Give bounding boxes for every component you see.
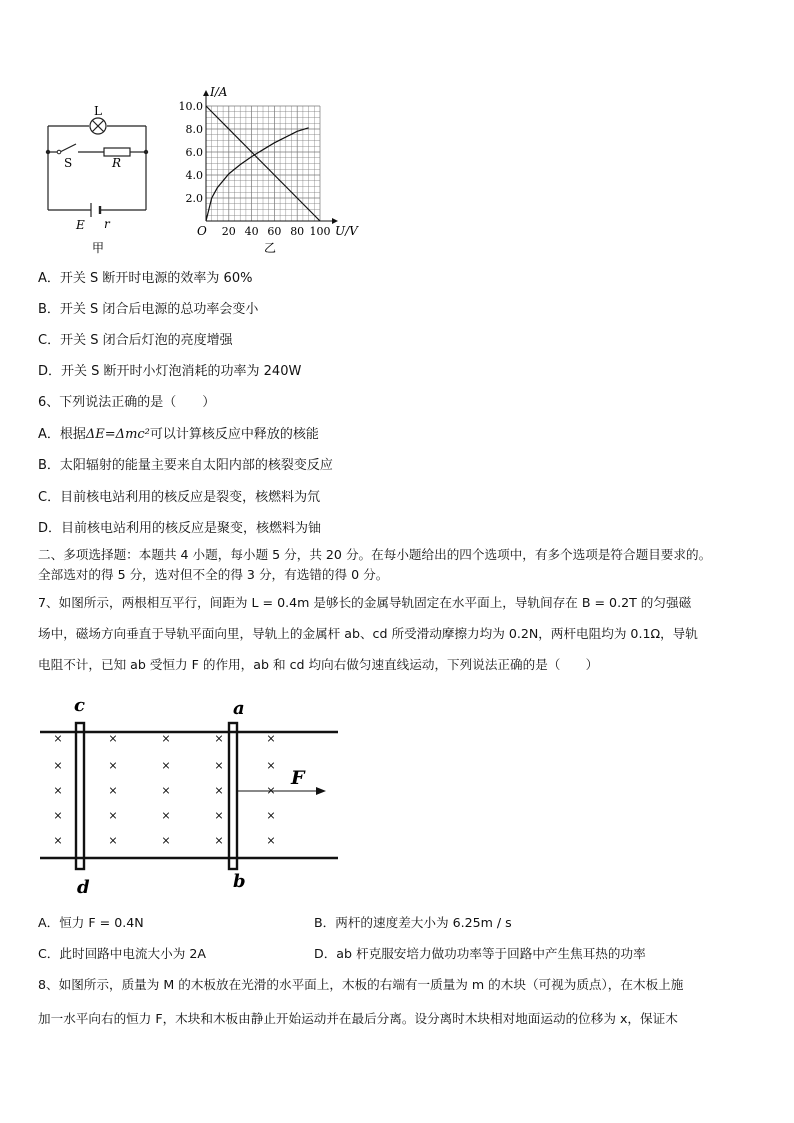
magnetic-field-mark: × — [161, 732, 171, 745]
q6-option-d: D．目前核电站利用的核反应是聚变，核燃料为铀 — [38, 521, 322, 536]
x-tick-label: 80 — [290, 225, 305, 238]
magnetic-field-mark: × — [161, 834, 171, 847]
internal-r-label: r — [104, 217, 110, 231]
q6-option-c: C．目前核电站利用的核反应是裂变，核燃料为氘 — [38, 490, 321, 505]
magnetic-field-mark: × — [161, 784, 171, 797]
q7-stem-line2: 场中，磁场方向垂直于导轨平面向里，导轨上的金属杆 ab、cd 所受滑动摩擦力均为 0.2N，两杆电阻均为 0.1Ω，导轨 — [38, 626, 698, 641]
q6-stem: 6、下列说法正确的是（ ） — [38, 395, 216, 410]
label-b: b — [233, 871, 246, 892]
q7-option-a: A．恒力 F = 0.4N — [38, 915, 144, 930]
q7-stem-line3: 电阻不计，已知 ab 受恒力 F 的作用，ab 和 cd 均向右做匀速直线运动，下列说法正确的是（ ） — [38, 657, 599, 672]
magnetic-field-mark: × — [266, 784, 276, 797]
x-tick-label: 40 — [244, 225, 259, 238]
magnetic-field-mark: × — [108, 784, 118, 797]
magnetic-field-mark: × — [108, 809, 118, 822]
label-a: a — [233, 698, 245, 719]
magnetic-field-mark: × — [214, 784, 224, 797]
magnetic-field-mark: × — [161, 809, 171, 822]
label-d: d — [77, 877, 90, 898]
magnetic-field-mark: × — [53, 784, 63, 797]
q5-option-c: C．开关 S 闭合后灯泡的亮度增强 — [38, 333, 233, 348]
q5-option-d: D．开关 S 断开时小灯泡消耗的功率为 240W — [38, 364, 302, 379]
rod-cd — [76, 723, 84, 869]
section2-line1: 二、多项选择题：本题共 4 小题，每小题 5 分，共 20 分。在每小题给出的四个选项中，有多个选项是符合题目要求的。 — [38, 547, 712, 562]
magnetic-field-mark: × — [53, 759, 63, 772]
q8-stem-line1: 8、如图所示，质量为 M 的木板放在光滑的水平面上，木板的右端有一质量为 m 的木块（可视为质点），在木板上施 — [38, 977, 684, 992]
y-axis-arrow — [203, 90, 209, 96]
q6-option-b: B．太阳辐射的能量主要来自太阳内部的核裂变反应 — [38, 458, 333, 473]
magnetic-field-mark: × — [161, 759, 171, 772]
magnetic-field-mark: × — [53, 834, 63, 847]
chart-y-axis-label: I/A — [210, 86, 228, 99]
emf-label: E — [76, 218, 85, 232]
magnetic-field-mark: × — [214, 809, 224, 822]
magnetic-field-mark: × — [266, 732, 276, 745]
q7-stem-line1: 7、如图所示，两根相互平行，间距为 L = 0.4m 是够长的金属导轨固定在水平面上，导轨间存在 B = 0.2T 的匀强磁 — [38, 595, 692, 610]
q7-option-d: D．ab 杆克服安培力做功功率等于回路中产生焦耳热的功率 — [314, 946, 646, 961]
magnetic-field-mark: × — [53, 809, 63, 822]
x-tick-label: 100 — [309, 225, 331, 238]
caption-jia: 甲 — [92, 241, 105, 255]
y-tick-label: 8.0 — [185, 123, 203, 136]
q5-option-b: B．开关 S 闭合后电源的总功率会变小 — [38, 302, 259, 317]
chart-origin-label: O — [197, 224, 207, 238]
y-tick-label: 4.0 — [185, 169, 203, 182]
q7-option-c: C．此时回路中电流大小为 2A — [38, 946, 206, 961]
magnetic-field-mark: × — [108, 732, 118, 745]
section2-line2: 全部选对的得 5 分，选对但不全的得 3 分，有选错的得 0 分。 — [38, 567, 389, 582]
magnetic-field-mark: × — [214, 759, 224, 772]
chart-x-axis-label: U/V — [335, 224, 358, 238]
magnetic-field-mark: × — [266, 759, 276, 772]
magnetic-field-mark: × — [108, 834, 118, 847]
q8-stem-line2: 加一水平向右的恒力 F，木块和木板由静止开始运动并在最后分离。设分离时木块相对地面运动的位移为 x，保证木 — [38, 1011, 678, 1026]
label-c: c — [74, 695, 85, 716]
x-tick-label: 60 — [267, 225, 282, 238]
q6-option-a: A．根据ΔE=Δmc²可以计算核反应中释放的核能 — [38, 427, 319, 442]
magnetic-field-mark: × — [266, 834, 276, 847]
caption-yi: 乙 — [264, 241, 277, 255]
rod-ab — [229, 723, 237, 869]
magnetic-field-mark: × — [266, 809, 276, 822]
energy-formula: ΔE=Δmc² — [85, 427, 150, 442]
y-tick-label: 10.0 — [178, 100, 203, 113]
rails-figure — [30, 692, 350, 902]
lamp-label: L — [94, 104, 102, 118]
circuit-figure-jia — [40, 100, 160, 260]
q5-option-a: A．开关 S 断开时电源的效率为 60% — [38, 271, 253, 286]
switch-label: S — [64, 156, 73, 170]
magnetic-field-mark: × — [108, 759, 118, 772]
q7-option-b: B．两杆的速度差大小为 6.25m / s — [314, 915, 512, 930]
y-tick-label: 2.0 — [185, 192, 203, 205]
x-tick-label: 20 — [221, 225, 236, 238]
magnetic-field-mark: × — [53, 732, 63, 745]
iu-chart-yi — [170, 86, 370, 256]
magnetic-field-mark: × — [214, 732, 224, 745]
resistor-symbol — [104, 148, 130, 156]
y-tick-label: 6.0 — [185, 146, 203, 159]
resistor-label: R — [112, 156, 122, 170]
label-F: F — [291, 767, 305, 789]
magnetic-field-mark: × — [214, 834, 224, 847]
